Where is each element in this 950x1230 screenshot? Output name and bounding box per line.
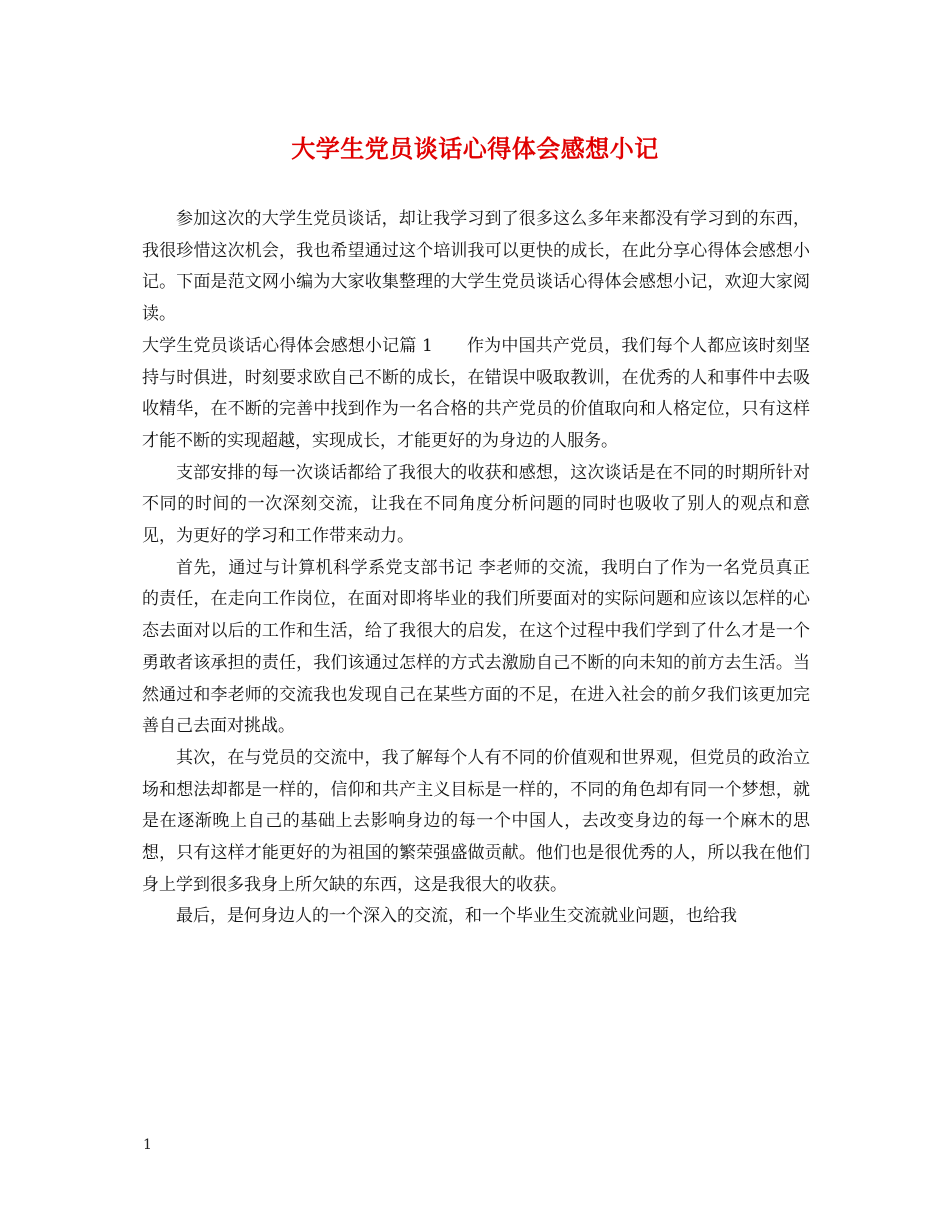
section-first-paragraph: [142, 331, 810, 458]
body-paragraph-3: 其次，在与党员的交流中，我了解每个人有不同的价值观和世界观，但党员的政治立场和想法却都是一样的，信仰和共产主义目标是一样的，不同的角色却有同一个梦想，就是在逐渐晚上自己的基础上去影响身边的每一个中国人，去改变身边的每一个麻木的思想，只有这样才能更好的为祖国的繁荣强盛做贡献。他们也是很优秀的人，所以我在他们身上学到很多我身上所欠缺的东西，这是我很大的收获。: [142, 747, 810, 895]
intro-paragraph: 参加这次的大学生党员谈话，却让我学习到了很多这么多年来都没有学习到的东西，我很珍惜这次机会，我也希望通过这个培训我可以更快的成长，在此分享心得体会感想小记。下面是范文网小编为大家收集整理的大学生党员谈话心得体会感想小记，欢迎大家阅读。: [142, 209, 810, 325]
section-first-text: 作为中国共产党员，我们每个人都应该时刻坚持与时俱进，时刻要求欧自己不断的成长，在错误中吸取教训，在优秀的人和事件中去吸收精华，在不断的完善中找到作为一名合格的共产党员的价值取向和人格定位，只有这样才能不断的实现超越，实现成长，才能更好的为身边的人服务。: [142, 335, 810, 451]
section-heading: 大学生党员谈话心得体会感想小记篇 1: [142, 335, 433, 356]
page-number: 1: [143, 1137, 152, 1153]
body-paragraph-1: 支部安排的每一次谈话都给了我很大的收获和感想，这次谈话是在不同的时期所针对不同的时间的一次深刻交流，让我在不同角度分析问题的同时也吸收了别人的观点和意见，为更好的学习和工作带来动力。: [142, 462, 810, 547]
document-title: 大学生党员谈话心得体会感想小记: [291, 134, 659, 163]
body-paragraph-4: 最后，是何身边人的一个深入的交流，和一个毕业生交流就业问题，也给我: [176, 906, 737, 927]
body-paragraph-2: 首先，通过与计算机科学系党支部书记 李老师的交流，我明白了作为一名党员真正的责任，在走向工作岗位，在面对即将毕业的我们所要面对的实际问题和应该以怎样的心态去面对以后的工作和生活，给了我很大的启发，在这个过程中我们学到了什么才是一个勇敢者该承担的责任，我们该通过怎样的方式去激励自己不断的向未知的前方去生活。当然通过和李老师的交流我也发现自己在某些方面的不足，在进入社会的前夕我们该更加完善自己去面对挑战。: [142, 557, 810, 737]
document-body: [142, 204, 810, 933]
